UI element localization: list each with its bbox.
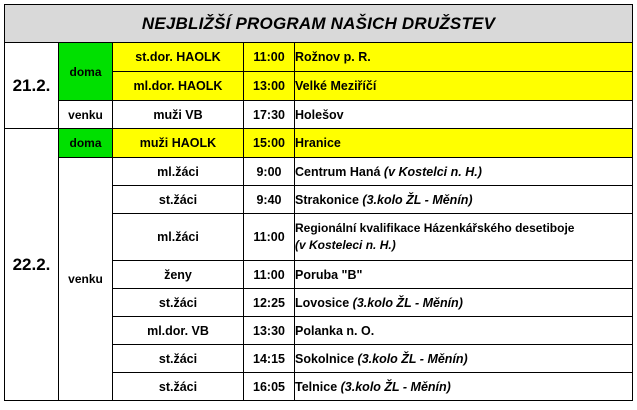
opponent-name: Poruba "B" <box>295 267 363 282</box>
time-cell: 12:25 <box>244 289 295 317</box>
opponent-name: Strakonice <box>295 192 359 207</box>
team-cell: ml.dor. HAOLK <box>113 72 244 101</box>
schedule-table <box>4 4 633 401</box>
team-cell: ml.žáci <box>113 214 244 261</box>
team-cell: st.žáci <box>113 289 244 317</box>
team-cell: ml.dor. VB <box>113 317 244 345</box>
opponent-cell <box>295 261 633 289</box>
team-cell: muži VB <box>113 101 244 129</box>
opponent-cell <box>295 72 633 101</box>
opponent-name: Velké Meziříčí <box>295 79 377 93</box>
title-row <box>5 5 633 43</box>
table-row <box>5 129 633 158</box>
team-cell: muži HAOLK <box>113 129 244 158</box>
time-cell: 16:05 <box>244 373 295 401</box>
opponent-name: Hranice <box>295 136 341 150</box>
opponent-name: Lovosice <box>295 295 350 310</box>
time-cell: 14:15 <box>244 345 295 373</box>
time-cell: 13:00 <box>244 72 295 101</box>
time-cell: 9:40 <box>244 186 295 214</box>
team-cell: ženy <box>113 261 244 289</box>
location-cell-home: doma <box>59 43 113 101</box>
opponent-cell <box>295 186 633 214</box>
opponent-note: (3.kolo ŽL - Měnín) <box>340 379 451 394</box>
schedule-title: NEJBLIŽŠÍ PROGRAM NAŠICH DRUŽSTEV <box>5 5 633 43</box>
opponent-note: (v Kosteleci n. H.) <box>295 238 396 252</box>
location-cell-home: doma <box>59 129 113 158</box>
opponent-cell <box>295 345 633 373</box>
opponent-note: (v Kostelci n. H.) <box>383 164 482 179</box>
opponent-cell <box>295 214 633 261</box>
team-cell: st.žáci <box>113 345 244 373</box>
opponent-name: Polanka n. O. <box>295 323 375 338</box>
opponent-name: Telnice <box>295 379 338 394</box>
time-cell: 9:00 <box>244 158 295 186</box>
table-row <box>5 101 633 129</box>
time-cell: 11:00 <box>244 214 295 261</box>
location-cell-away: venku <box>59 101 113 129</box>
date-cell: 22.2. <box>5 129 59 401</box>
location-cell-away: venku <box>59 158 113 401</box>
opponent-note: (3.kolo ŽL - Měnín) <box>352 295 463 310</box>
time-cell: 13:30 <box>244 317 295 345</box>
opponent-name: Rožnov p. R. <box>295 50 371 64</box>
opponent-cell <box>295 373 633 401</box>
opponent-name: Regionální kvalifikace Házenkářského desetiboje <box>295 221 575 235</box>
time-cell: 15:00 <box>244 129 295 158</box>
team-cell: st.žáci <box>113 186 244 214</box>
opponent-name: Centrum Haná <box>295 164 381 179</box>
opponent-cell <box>295 158 633 186</box>
opponent-note: (3.kolo ŽL - Měnín) <box>362 192 473 207</box>
time-cell: 17:30 <box>244 101 295 129</box>
opponent-name: Sokolnice <box>295 351 355 366</box>
opponent-cell <box>295 43 633 72</box>
time-cell: 11:00 <box>244 43 295 72</box>
team-cell: ml.žáci <box>113 158 244 186</box>
date-cell: 21.2. <box>5 43 59 129</box>
team-cell: st.žáci <box>113 373 244 401</box>
table-row <box>5 43 633 72</box>
time-cell: 11:00 <box>244 261 295 289</box>
opponent-cell <box>295 101 633 129</box>
table-row <box>5 158 633 186</box>
opponent-cell <box>295 289 633 317</box>
team-cell: st.dor. HAOLK <box>113 43 244 72</box>
opponent-name: Holešov <box>295 107 344 122</box>
opponent-note: (3.kolo ŽL - Měnín) <box>357 351 468 366</box>
opponent-cell <box>295 317 633 345</box>
opponent-cell <box>295 129 633 158</box>
